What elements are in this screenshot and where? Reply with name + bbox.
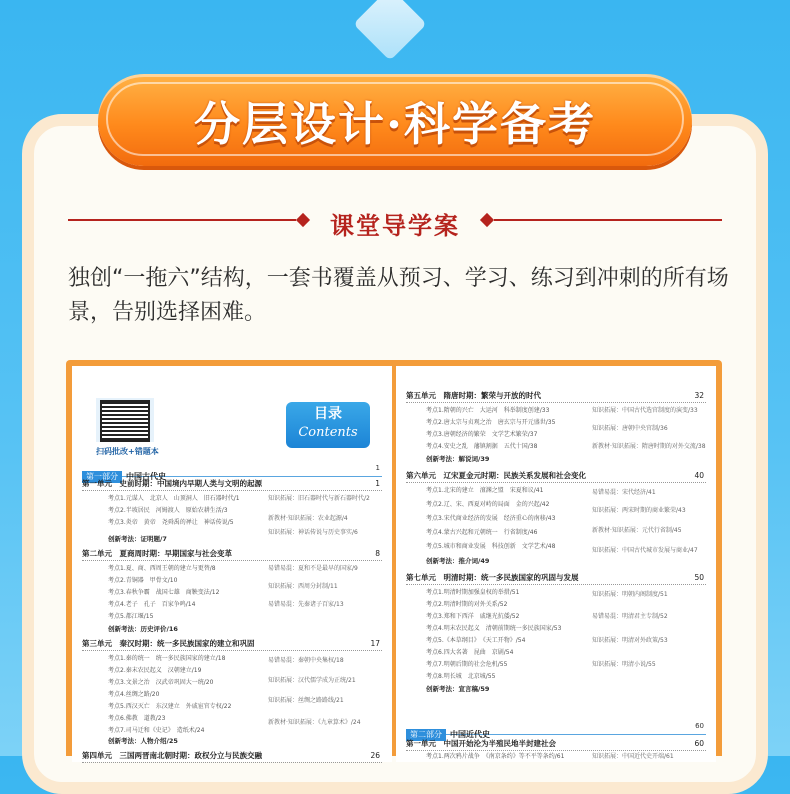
unit-title: 第五单元 隋唐时期：繁荣与开放的时代 bbox=[406, 391, 541, 400]
toc-line: 考点1.秦的统一 统一多民族国家的建立/18 bbox=[108, 655, 226, 662]
section-subtitle: 课堂导学案 bbox=[330, 211, 460, 240]
unit-heading bbox=[82, 750, 382, 763]
toc-line: 考点5.都江堰/15 bbox=[108, 613, 154, 620]
toc-note: 易错易混：秦朝中央集权/18 bbox=[268, 657, 344, 664]
toc-note: 易错易混：宋代经济/41 bbox=[592, 489, 656, 496]
toc-line: 考点1.北宋的建立 澶渊之盟 宋夏和议/41 bbox=[426, 487, 544, 494]
toc-line: 考点8.明长城 北京城/55 bbox=[426, 673, 496, 680]
toc-line: 考点1.元谋人 北京人 山顶洞人 旧石器时代/1 bbox=[108, 495, 240, 502]
decorative-diamond bbox=[353, 0, 427, 61]
toc-line: 考点4.丝绸之路/20 bbox=[108, 691, 160, 698]
toc-line: 考点2.秦末农民起义 汉朝建立/19 bbox=[108, 667, 202, 674]
qr-code-icon bbox=[102, 402, 148, 440]
toc-line: 考点4.老子 孔子 百家争鸣/14 bbox=[108, 601, 196, 608]
toc-line: 考点2.辽、宋、西夏对峙的局面 金的兴起/42 bbox=[426, 501, 550, 508]
toc-line: 考点4.明末农民起义 清朝前期统一多民族国家/53 bbox=[426, 625, 562, 632]
toc-line: 考点1.两次鸦片战争 《南京条约》等不平等条约/61 bbox=[426, 753, 565, 760]
part-tag: 第二部分 bbox=[406, 729, 446, 741]
unit-heading bbox=[406, 572, 706, 585]
toc-note: 知识拓展：明清对外政策/53 bbox=[592, 637, 668, 644]
toc-note: 知识拓展：西周分封制/11 bbox=[268, 583, 338, 590]
part-name: 中国近代史 bbox=[450, 730, 490, 739]
unit-page: 60 bbox=[694, 739, 704, 748]
unit-title: 第四单元 三国两晋南北朝时期：政权分立与民族交融 bbox=[82, 751, 262, 760]
toc-method: 创新考法：解说词/39 bbox=[426, 455, 490, 463]
toc-note: 知识拓展：中国近代史开端/61 bbox=[592, 753, 674, 760]
toc-line: 考点5.城市和商业发展 科技创新 文学艺术/48 bbox=[426, 543, 556, 550]
unit-page: 1 bbox=[375, 479, 380, 488]
toc-line: 考点1.隋朝的兴亡 大运河 科举制度创建/33 bbox=[426, 407, 550, 414]
unit-page: 40 bbox=[694, 471, 704, 480]
description-text: 独创“一拖六”结构，一套书覆盖从预习、学习、练习到冲刺的所有场景，告别选择困难。 bbox=[68, 266, 729, 325]
toc-line: 考点2.半坡居民 河姆渡人 原始农耕生活/3 bbox=[108, 507, 228, 514]
toc-method: 创新考法：宣言稿/59 bbox=[426, 685, 490, 693]
unit-page: 17 bbox=[370, 639, 380, 648]
section-heading bbox=[68, 206, 722, 240]
toc-method: 创新考法：证明题/7 bbox=[108, 535, 167, 543]
toc-note: 新教材·知识拓展：隋唐时期的对外交流/38 bbox=[592, 443, 706, 450]
unit-heading bbox=[82, 478, 382, 491]
unit-heading bbox=[82, 548, 382, 561]
toc-title-en: Contents bbox=[298, 425, 358, 440]
toc-line: 考点2.明清时期的对外关系/52 bbox=[426, 601, 508, 608]
toc-line: 考点2.唐太宗与贞观之治 唐玄宗与开元盛世/35 bbox=[426, 419, 556, 426]
toc-line: 考点6.佛教 道教/23 bbox=[108, 715, 166, 722]
part-header bbox=[82, 464, 382, 481]
toc-note: 新教材·知识拓展：元代行省制/45 bbox=[592, 527, 682, 534]
toc-note: 知识拓展：旧石器时代与新石器时代/2 bbox=[268, 495, 370, 502]
toc-line: 考点7.司马迁和《史记》 造纸术/24 bbox=[108, 727, 205, 734]
part-page: 60 bbox=[695, 722, 704, 730]
unit-page: 8 bbox=[375, 549, 380, 558]
book-page-left bbox=[72, 366, 392, 762]
unit-title: 第一单元 史前时期：中国境内早期人类与文明的起源 bbox=[82, 479, 262, 488]
toc-line: 考点2.青铜器 甲骨文/10 bbox=[108, 577, 178, 584]
toc-line: 考点1.夏、商、西周王朝的建立与更替/8 bbox=[108, 565, 216, 572]
toc-note: 易错易混：夏和不是最早的国家/9 bbox=[268, 565, 358, 572]
toc-line: 考点3.唐朝经济的繁荣 文学艺术繁荣/37 bbox=[426, 431, 538, 438]
toc-note: 新教材·知识拓展：《九章算术》/24 bbox=[268, 719, 361, 726]
unit-title: 第二单元 夏商周时期：早期国家与社会变革 bbox=[82, 549, 232, 558]
toc-note: 易错易混：明清君主专制/52 bbox=[592, 613, 668, 620]
qr-label: 扫码批改+错题本 bbox=[96, 447, 159, 456]
book-spread bbox=[66, 360, 722, 760]
title-banner bbox=[98, 74, 692, 166]
toc-note: 知识拓展：明朝内阁制度/51 bbox=[592, 591, 668, 598]
toc-line: 考点5.《本草纲目》 《天工开物》/54 bbox=[426, 637, 526, 644]
toc-line: 考点5.西汉灭亡 东汉建立 外戚宦官专权/22 bbox=[108, 703, 232, 710]
unit-title: 第三单元 秦汉时期：统一多民族国家的建立和巩固 bbox=[82, 639, 255, 648]
toc-line: 考点3.春秋争霸 战国七雄 商鞅变法/12 bbox=[108, 589, 220, 596]
unit-page: 26 bbox=[370, 751, 380, 760]
part-header bbox=[406, 722, 706, 739]
banner-title: 分层设计·科学备考 bbox=[193, 97, 596, 151]
unit-heading bbox=[82, 638, 382, 651]
toc-line: 考点4.安史之乱 藩镇割据 五代十国/38 bbox=[426, 443, 538, 450]
toc-line: 考点6.四大名著 昆曲 京剧/54 bbox=[426, 649, 514, 656]
unit-title: 第六单元 辽宋夏金元时期：民族关系发展和社会变化 bbox=[406, 471, 586, 480]
toc-line: 考点4.蒙古兴起和元朝统一 行省制度/46 bbox=[426, 529, 538, 536]
toc-method: 创新考法：推介词/49 bbox=[426, 557, 490, 565]
toc-note: 知识拓展：神话传说与历史事实/6 bbox=[268, 529, 358, 536]
toc-method: 创新考法：人物介绍/25 bbox=[108, 737, 178, 745]
toc-line: 考点3.郑和下西洋 戚继光抗倭/52 bbox=[426, 613, 520, 620]
unit-heading bbox=[406, 390, 706, 403]
toc-note: 新教材·知识拓展：农业起源/4 bbox=[268, 515, 348, 522]
toc-note: 知识拓展：中国古代选官制度的演变/33 bbox=[592, 407, 698, 414]
toc-line: 考点3.炎帝 黄帝 尧舜禹的禅让 神话传说/5 bbox=[108, 519, 234, 526]
unit-page: 32 bbox=[694, 391, 704, 400]
toc-title-cn: 目录 bbox=[314, 406, 342, 422]
part-name: 中国古代史 bbox=[126, 472, 166, 481]
toc-note: 易错易混：先秦诸子百家/13 bbox=[268, 601, 344, 608]
divider-right bbox=[494, 219, 722, 221]
toc-note: 知识拓展：中国古代城市发展与商业/47 bbox=[592, 547, 698, 554]
toc-line: 考点3.宋代商业经济的发展 经济重心的南移/43 bbox=[426, 515, 556, 522]
toc-badge bbox=[286, 402, 370, 448]
unit-heading bbox=[406, 738, 706, 751]
unit-title: 第一单元 中国开始沦为半殖民地半封建社会 bbox=[406, 739, 556, 748]
part-tag: 第一部分 bbox=[82, 471, 122, 483]
qr-code-frame bbox=[96, 398, 154, 442]
toc-line: 考点3.文景之治 汉武帝巩固大一统/20 bbox=[108, 679, 214, 686]
toc-note: 知识拓展：明清小说/55 bbox=[592, 661, 656, 668]
unit-heading bbox=[406, 470, 706, 483]
toc-note: 知识拓展：丝绸之路路线/21 bbox=[268, 697, 344, 704]
toc-line: 考点7.明朝后期的社会危机/55 bbox=[426, 661, 508, 668]
toc-note: 知识拓展：唐朝中央官制/36 bbox=[592, 425, 668, 432]
book-page-right bbox=[396, 366, 716, 762]
unit-page: 50 bbox=[694, 573, 704, 582]
toc-method: 创新考法：历史评价/16 bbox=[108, 625, 178, 633]
toc-note: 知识拓展：两宋时期的商业繁荣/43 bbox=[592, 507, 686, 514]
toc-note: 知识拓展：汉代儒学成为正统/21 bbox=[268, 677, 356, 684]
toc-line: 考点1.明清时期加强皇权的举措/51 bbox=[426, 589, 520, 596]
unit-title: 第七单元 明清时期：统一多民族国家的巩固与发展 bbox=[406, 573, 579, 582]
part-page: 1 bbox=[375, 464, 380, 472]
